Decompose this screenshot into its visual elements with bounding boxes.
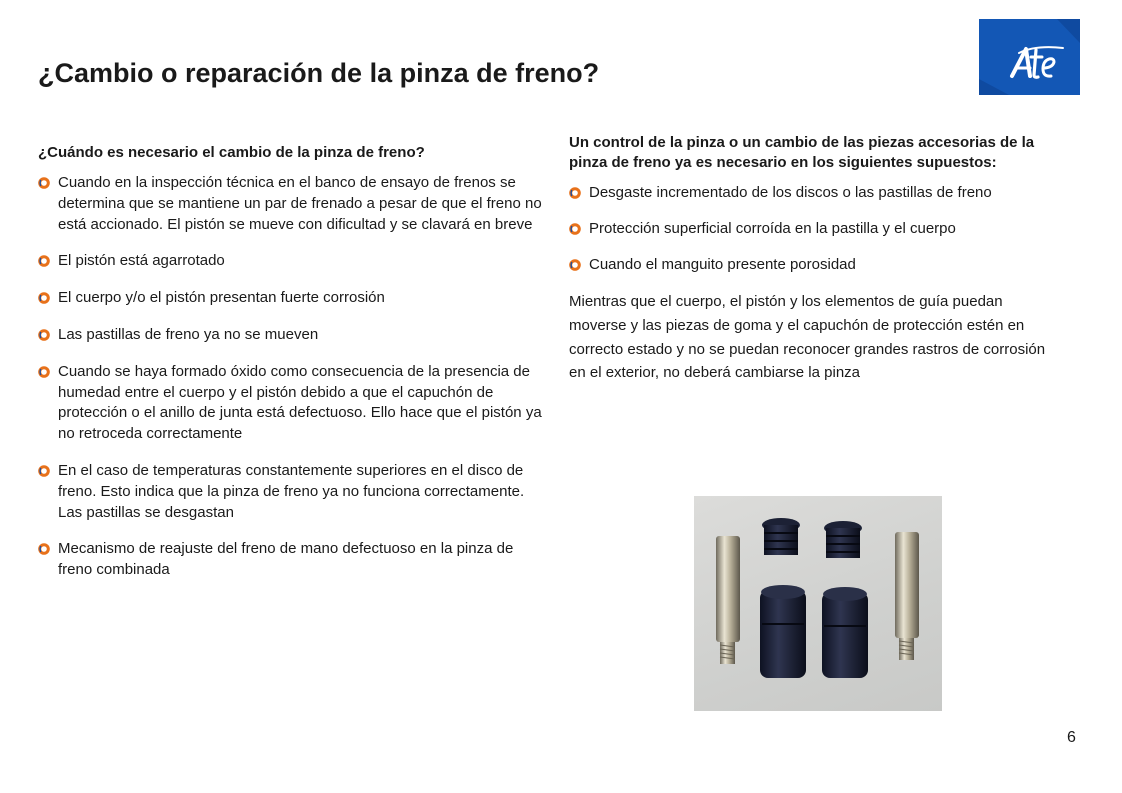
orange-ring-bullet-icon [38, 366, 50, 378]
list-item-text: Protección superficial corroída en la pastilla y el cuerpo [589, 219, 956, 237]
list-item-text: Mecanismo de reajuste del freno de mano defectuoso en la pinza de freno combinada [58, 540, 514, 579]
orange-ring-bullet-icon [569, 223, 581, 235]
page-number: 6 [1067, 729, 1076, 746]
list-item [38, 362, 550, 445]
list-item-text: Las pastillas de freno ya no se mueven [58, 325, 319, 343]
small-rubber-cap-left [762, 518, 800, 555]
guide-pin-right [895, 532, 919, 660]
list-item [38, 325, 550, 346]
small-rubber-cap-right [824, 521, 862, 558]
list-item-text: El cuerpo y/o el pistón presentan fuerte corrosión [58, 289, 385, 307]
page-title: ¿Cambio o reparación de la pinza de freno? [38, 58, 600, 88]
list-item [38, 173, 550, 235]
ate-logo [979, 19, 1080, 95]
list-item [38, 288, 550, 309]
right-bullet-list [569, 183, 1059, 275]
guide-pins-and-rubber-sleeves-photo [694, 496, 942, 711]
list-item [38, 461, 550, 523]
left-column [38, 141, 550, 597]
large-rubber-sleeve-left [760, 585, 806, 678]
list-item [569, 183, 1059, 204]
list-item-text: Cuando se haya formado óxido como consecuencia de la presencia de humedad entre el cuerpo y el pistón debido a que el capuchón de protección o el anillo de junta está defectuoso. Ello hace que el pistón ya no retroceda correctamente [58, 362, 542, 443]
right-column [569, 133, 1059, 385]
list-item [38, 539, 550, 581]
orange-ring-bullet-icon [38, 292, 50, 304]
left-bullet-list [38, 173, 550, 581]
list-item-text: Cuando en la inspección técnica en el banco de ensayo de frenos se determina que se mantiene un par de frenado a pesar de que el freno no está accionado. El pistón se mueve con dificultad y se clavará en breve [58, 174, 542, 233]
list-item [569, 255, 1059, 276]
orange-ring-bullet-icon [569, 259, 581, 271]
list-item-text: El pistón está agarrotado [58, 252, 225, 270]
list-item-text: Cuando el manguito presente porosidad [589, 255, 856, 273]
list-item [38, 251, 550, 272]
large-rubber-sleeve-right [822, 587, 868, 678]
orange-ring-bullet-icon [38, 255, 50, 267]
orange-ring-bullet-icon [38, 465, 50, 477]
guide-pin-left [716, 536, 740, 664]
orange-ring-bullet-icon [569, 187, 581, 199]
left-heading: ¿Cuándo es necesario el cambio de la pinza de freno? [38, 144, 425, 161]
orange-ring-bullet-icon [38, 329, 50, 341]
orange-ring-bullet-icon [38, 543, 50, 555]
right-heading: Un control de la pinza o un cambio de las piezas accesorias de la pinza de freno ya es necesario en los siguientes supuestos: [569, 134, 1035, 171]
list-item [569, 219, 1059, 240]
list-item-text: En el caso de temperaturas constantemente superiores en el disco de freno. Esto indica que la pinza de freno ya no funciona correctamente. Las pastillas se desgastan [58, 461, 525, 521]
list-item-text: Desgaste incrementado de los discos o las pastillas de freno [589, 184, 992, 201]
orange-ring-bullet-icon [38, 177, 50, 189]
right-paragraph: Mientras que el cuerpo, el pistón y los elementos de guía puedan moverse y las piezas de goma y el capuchón de protección estén en correcto estado y no se puedan reconocer grandes rastros de corrosión en el exterior, no deberá cambiarse la pinza [569, 293, 1046, 382]
